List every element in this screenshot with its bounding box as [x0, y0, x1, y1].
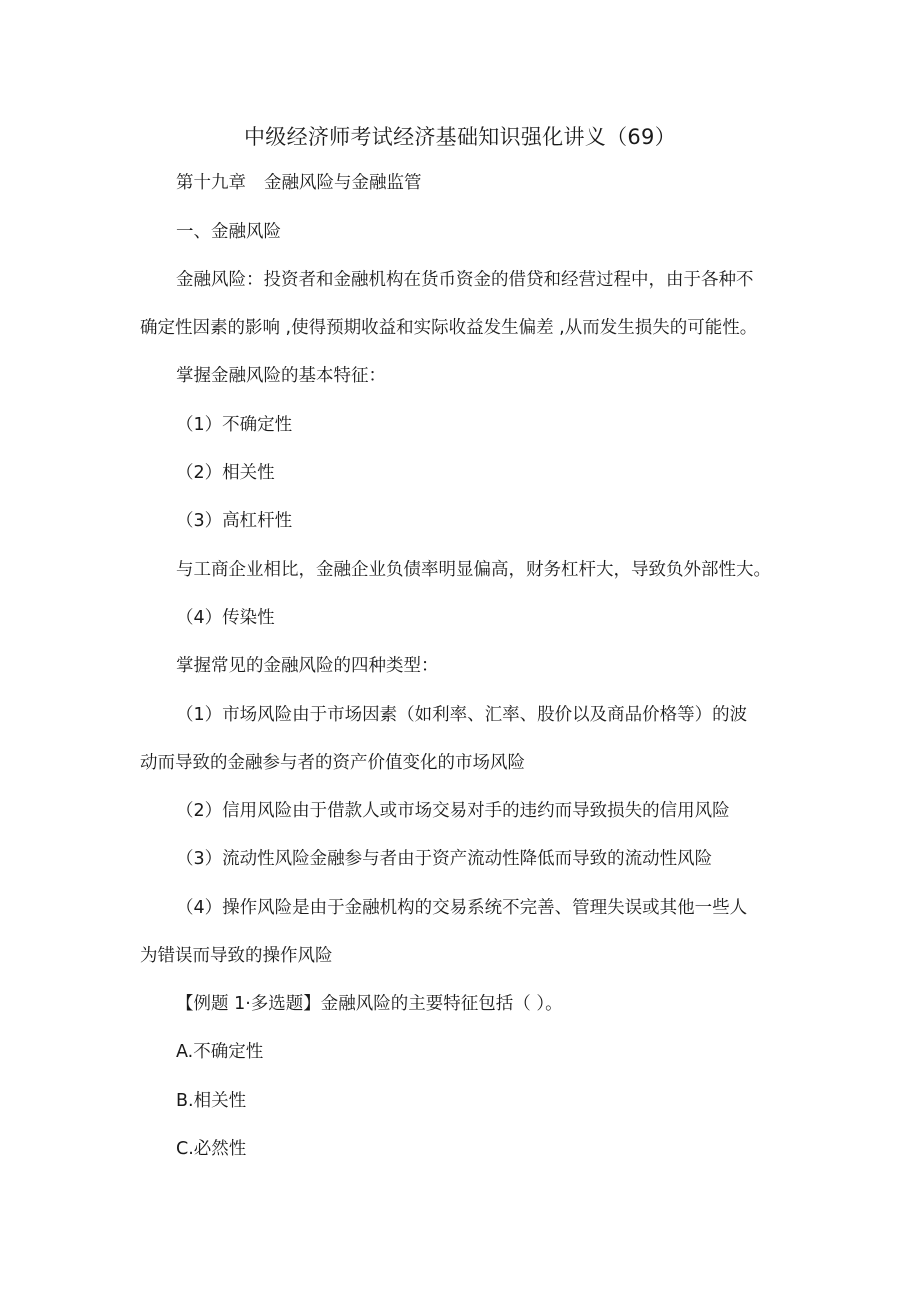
feature-item: （3）高杠杆性	[176, 511, 293, 531]
market-risk-line-2: 动而导致的金融参与者的资产价值变化的市场风险	[140, 753, 525, 773]
credit-risk: （2）信用风险由于借款人或市场交易对手的违约而导致损失的信用风险	[176, 801, 730, 821]
example-option: B.相关性	[176, 1091, 247, 1111]
definition-line-1: 金融风险：投资者和金融机构在货币资金的借贷和经营过程中，由于各种不	[176, 270, 754, 290]
market-risk-line-1: （1）市场风险由于市场因素（如利率、汇率、股价以及商品价格等）的波	[176, 705, 748, 725]
chapter-name: 金融风险与金融监管	[264, 173, 422, 193]
document-title: 中级经济师考试经济基础知识强化讲义（69）	[243, 125, 677, 149]
leverage-note: 与工商企业相比，金融企业负债率明显偏高，财务杠杆大，导致负外部性大。	[176, 560, 771, 580]
definition-line-2: 确定性因素的影响 ,使得预期收益和实际收益发生偏差 ,从而发生损失的可能性。	[140, 318, 758, 338]
example-option: C.必然性	[176, 1139, 247, 1159]
feature-item: （2）相关性	[176, 463, 275, 483]
operational-risk-line-1: （4）操作风险是由于金融机构的交易系统不完善、管理失误或其他一些人	[176, 898, 748, 918]
liquidity-risk: （3）流动性风险金融参与者由于资产流动性降低而导致的流动性风险	[176, 849, 713, 869]
example-option: A.不确定性	[176, 1042, 264, 1062]
chapter-heading	[176, 168, 816, 198]
types-heading: 掌握常见的金融风险的四种类型：	[176, 656, 439, 676]
example-question: 【例题 1·多选题】金融风险的主要特征包括（ ）。	[176, 994, 563, 1014]
operational-risk-line-2: 为错误而导致的操作风险	[140, 946, 333, 966]
feature-item: （1）不确定性	[176, 415, 293, 435]
section-heading: 一、金融风险	[176, 222, 281, 242]
feature-item: （4）传染性	[176, 608, 275, 628]
features-heading: 掌握金融风险的基本特征：	[176, 366, 386, 386]
chapter-number: 第十九章	[176, 173, 246, 193]
